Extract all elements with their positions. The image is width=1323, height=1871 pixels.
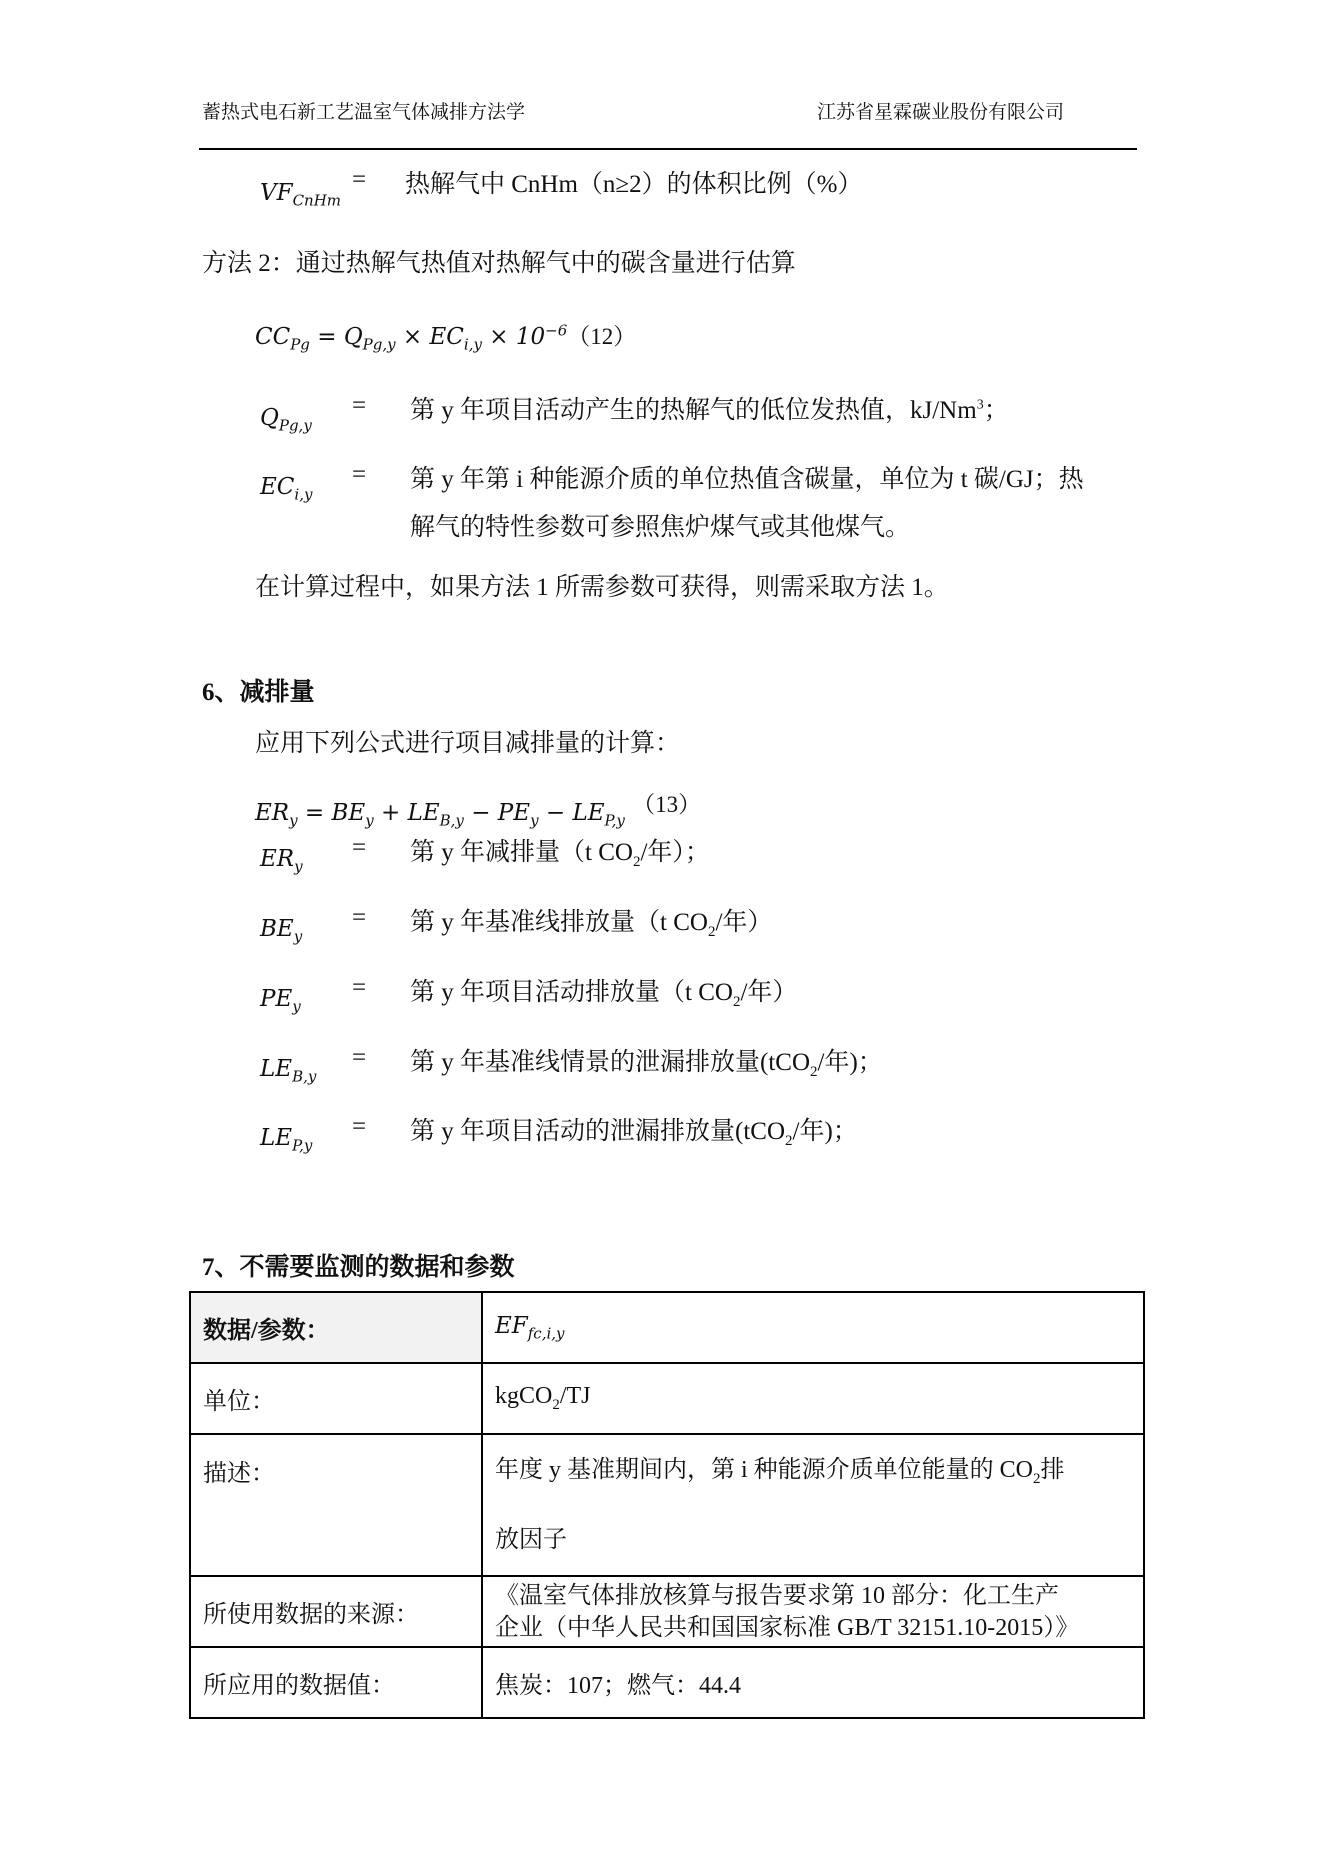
param-value: $EF_{fc,i,y}$ bbox=[482, 1292, 1144, 1363]
q-desc: 第 y 年项目活动产生的热解气的低位发热值，kJ/Nm$^3$； bbox=[410, 397, 1009, 424]
method2: 方法 2：通过热解气热值对热解气中的碳含量进行估算 bbox=[202, 250, 796, 277]
vf-symbol: $VF_{CnHm}$ bbox=[260, 180, 342, 210]
variable-desc: 第 y 年项目活动排放量（t $CO_2/$年） bbox=[410, 979, 798, 1010]
section-7-heading: 7、不需要监测的数据和参数 bbox=[202, 1254, 515, 1281]
equals: = bbox=[352, 1113, 367, 1140]
variable-symbol: $LE_{B,y}$ bbox=[260, 1056, 317, 1086]
variable-symbol: $LE_{P,y}$ bbox=[260, 1125, 313, 1155]
variable-desc: 第 y 年项目活动的泄漏排放量(tCO$_2$/年)； bbox=[410, 1118, 858, 1149]
section-6-heading: 6、减排量 bbox=[202, 679, 315, 706]
param-label: 数据/参数： bbox=[190, 1292, 482, 1363]
header-right: 江苏省星霖碳业股份有限公司 bbox=[817, 102, 1065, 123]
formula-13: $ER_y = BE_y + LE_{B,y} - PE_y - LE_{P,y}$ （13） bbox=[255, 792, 702, 830]
variable-desc: 第 y 年减排量（t $CO_2/$年）； bbox=[410, 839, 710, 870]
equals: = bbox=[352, 974, 367, 1001]
table-row bbox=[190, 1434, 1144, 1576]
equals: = bbox=[352, 392, 367, 419]
formula-12: $CC_{Pg} = Q_{Pg,y} \times EC_{i,y} \times 10^{-6}(12)$ bbox=[255, 321, 637, 354]
variable-symbol: $BE_y$ bbox=[260, 916, 303, 946]
variable-desc: 第 y 年基准线排放量（t $CO_2/$年） bbox=[410, 909, 773, 940]
table-row bbox=[190, 1647, 1144, 1718]
vf-desc: 热解气中 CnHm（n≥2）的体积比例（%） bbox=[405, 171, 863, 198]
ec-desc-1: 第 y 年第 i 种能源介质的单位热值含碳量，单位为 t 碳/GJ；热 bbox=[410, 466, 1084, 493]
q-symbol: $Q_{Pg,y}$ bbox=[260, 405, 312, 435]
equals: = bbox=[352, 834, 367, 861]
variable-symbol: $ER_y$ bbox=[260, 846, 303, 876]
variable-symbol: $PE_y$ bbox=[260, 986, 301, 1016]
equals: = bbox=[352, 461, 367, 488]
desc-value: 年度 y 基准期间内，第 i 种能源介质单位能量的 $CO_2$排 放因子 bbox=[482, 1434, 1144, 1576]
desc-label: 描述： bbox=[190, 1434, 482, 1576]
header-rule bbox=[199, 148, 1137, 150]
equals: = bbox=[352, 166, 367, 193]
variable-desc: 第 y 年基准线情景的泄漏排放量(tCO$_2$/年)； bbox=[410, 1049, 883, 1080]
header-left: 蓄热式电石新工艺温室气体减排方法学 bbox=[202, 102, 526, 123]
table-row bbox=[190, 1292, 1144, 1363]
equals: = bbox=[352, 1044, 367, 1071]
table-row bbox=[190, 1576, 1144, 1647]
parameter-table bbox=[189, 1291, 1145, 1719]
equals: = bbox=[352, 904, 367, 931]
ec-symbol: $EC_{i,y}$ bbox=[260, 474, 313, 504]
table-row bbox=[190, 1363, 1144, 1434]
unit-value: kgCO$_2$/TJ bbox=[482, 1363, 1144, 1434]
source-label: 所使用数据的来源： bbox=[190, 1576, 482, 1647]
value-value: 焦炭：107；燃气：44.4 bbox=[482, 1647, 1144, 1718]
unit-label: 单位： bbox=[190, 1363, 482, 1434]
ec-desc-2: 解气的特性参数可参照焦炉煤气或其他煤气。 bbox=[410, 514, 911, 541]
value-label: 所应用的数据值： bbox=[190, 1647, 482, 1718]
section-6-intro: 应用下列公式进行项目减排量的计算： bbox=[255, 730, 681, 757]
source-value: 《温室气体排放核算与报告要求第 10 部分：化工生产 企业（中华人民共和国国家标准 GB/T 32151.10-2015）》 bbox=[482, 1576, 1144, 1647]
note: 在计算过程中，如果方法 1 所需参数可获得，则需采取方法 1。 bbox=[255, 574, 949, 601]
